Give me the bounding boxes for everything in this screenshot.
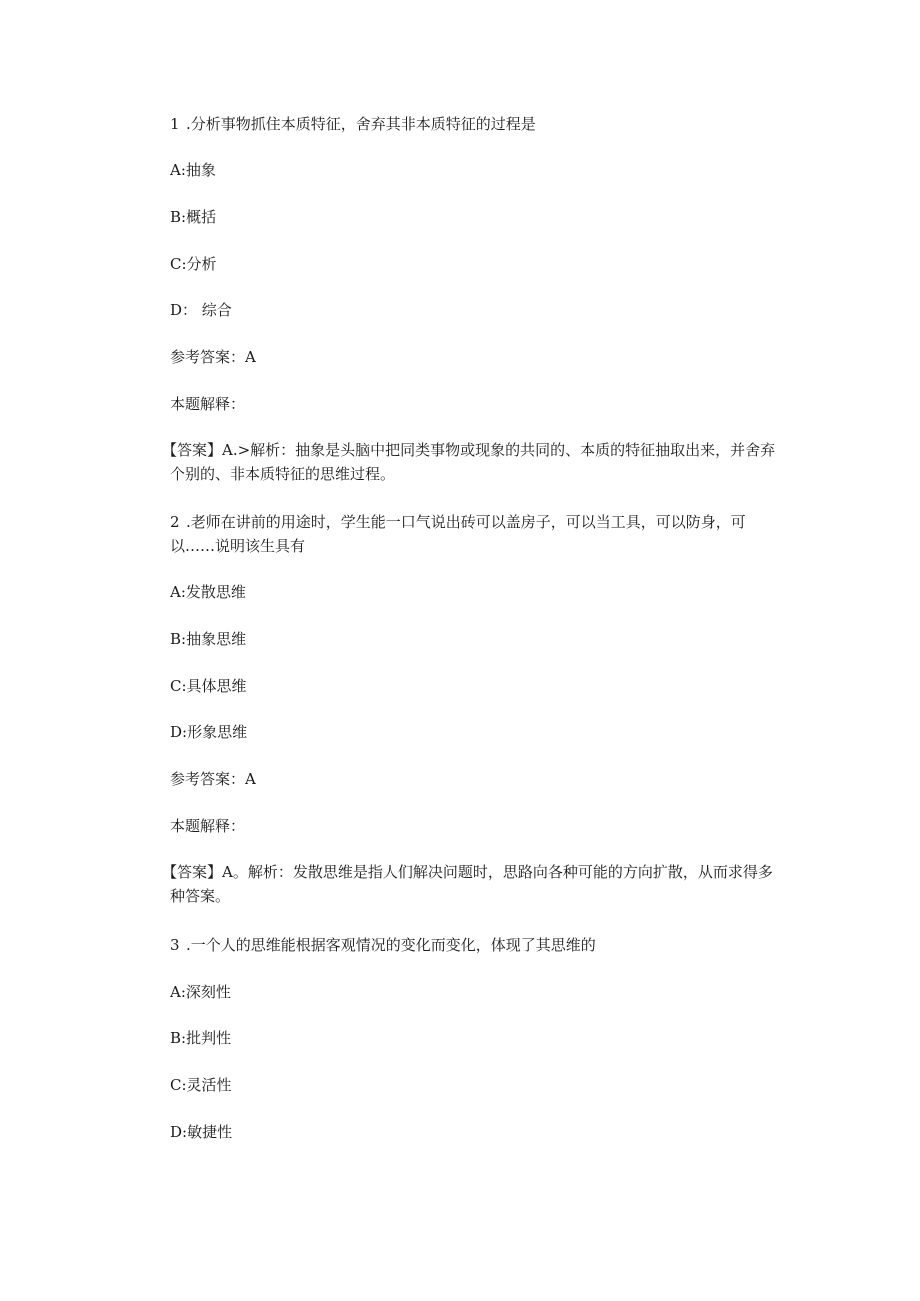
- question-2-option-a: A:发散思维: [170, 583, 246, 601]
- question-2-option-d: D:形象思维: [170, 723, 248, 741]
- question-1-explanation-label: 本题解释：: [170, 395, 246, 413]
- question-1-answer: 参考答案：A: [170, 348, 256, 366]
- question-2-option-c: C:具体思维: [170, 677, 247, 695]
- question-3-option-b: B:批判性: [170, 1029, 232, 1047]
- question-1-number: 1: [170, 115, 180, 133]
- question-3-option-d: D:敏捷性: [170, 1123, 233, 1141]
- question-2-explanation-label: 本题解释：: [170, 817, 246, 835]
- question-1-option-d: D： 综合: [170, 301, 232, 319]
- question-2-answer: 参考答案：A: [170, 770, 256, 788]
- question-2-stem: [170, 510, 782, 558]
- question-3-number: 3: [170, 936, 180, 954]
- question-1-option-b: B:概括: [170, 208, 217, 226]
- question-3-text: .一个人的思维能根据客观情况的变化而变化，体现了其思维的: [186, 936, 596, 954]
- question-2-number: 2: [170, 513, 180, 531]
- question-1-text: .分析事物抓住本质特征，舍弃其非本质特征的过程是: [186, 115, 536, 133]
- question-2-text: .老师在讲前的用途时，学生能一口气说出砖可以盖房子，可以当工具，可以防身，可以……说明该生具有: [170, 513, 746, 555]
- question-1-stem: [170, 112, 536, 136]
- question-2-option-b: B:抽象思维: [170, 630, 247, 648]
- question-1-explanation: 【答案】A.>解析：抽象是头脑中把同类事物或现象的共同的、本质的特征抽取出来，并舍弃个别的、非本质特征的思维过程。: [162, 441, 776, 483]
- question-1-option-a: A:抽象: [170, 161, 216, 179]
- question-1-option-c: C:分析: [170, 255, 217, 273]
- question-3-option-c: C:灵活性: [170, 1076, 232, 1094]
- question-2-explanation: 【答案】A。解析：发散思维是指人们解决问题时，思路向各种可能的方向扩散，从而求得多种答案。: [162, 863, 773, 905]
- question-3-stem: [170, 933, 596, 957]
- question-3-option-a: A:深刻性: [170, 983, 231, 1001]
